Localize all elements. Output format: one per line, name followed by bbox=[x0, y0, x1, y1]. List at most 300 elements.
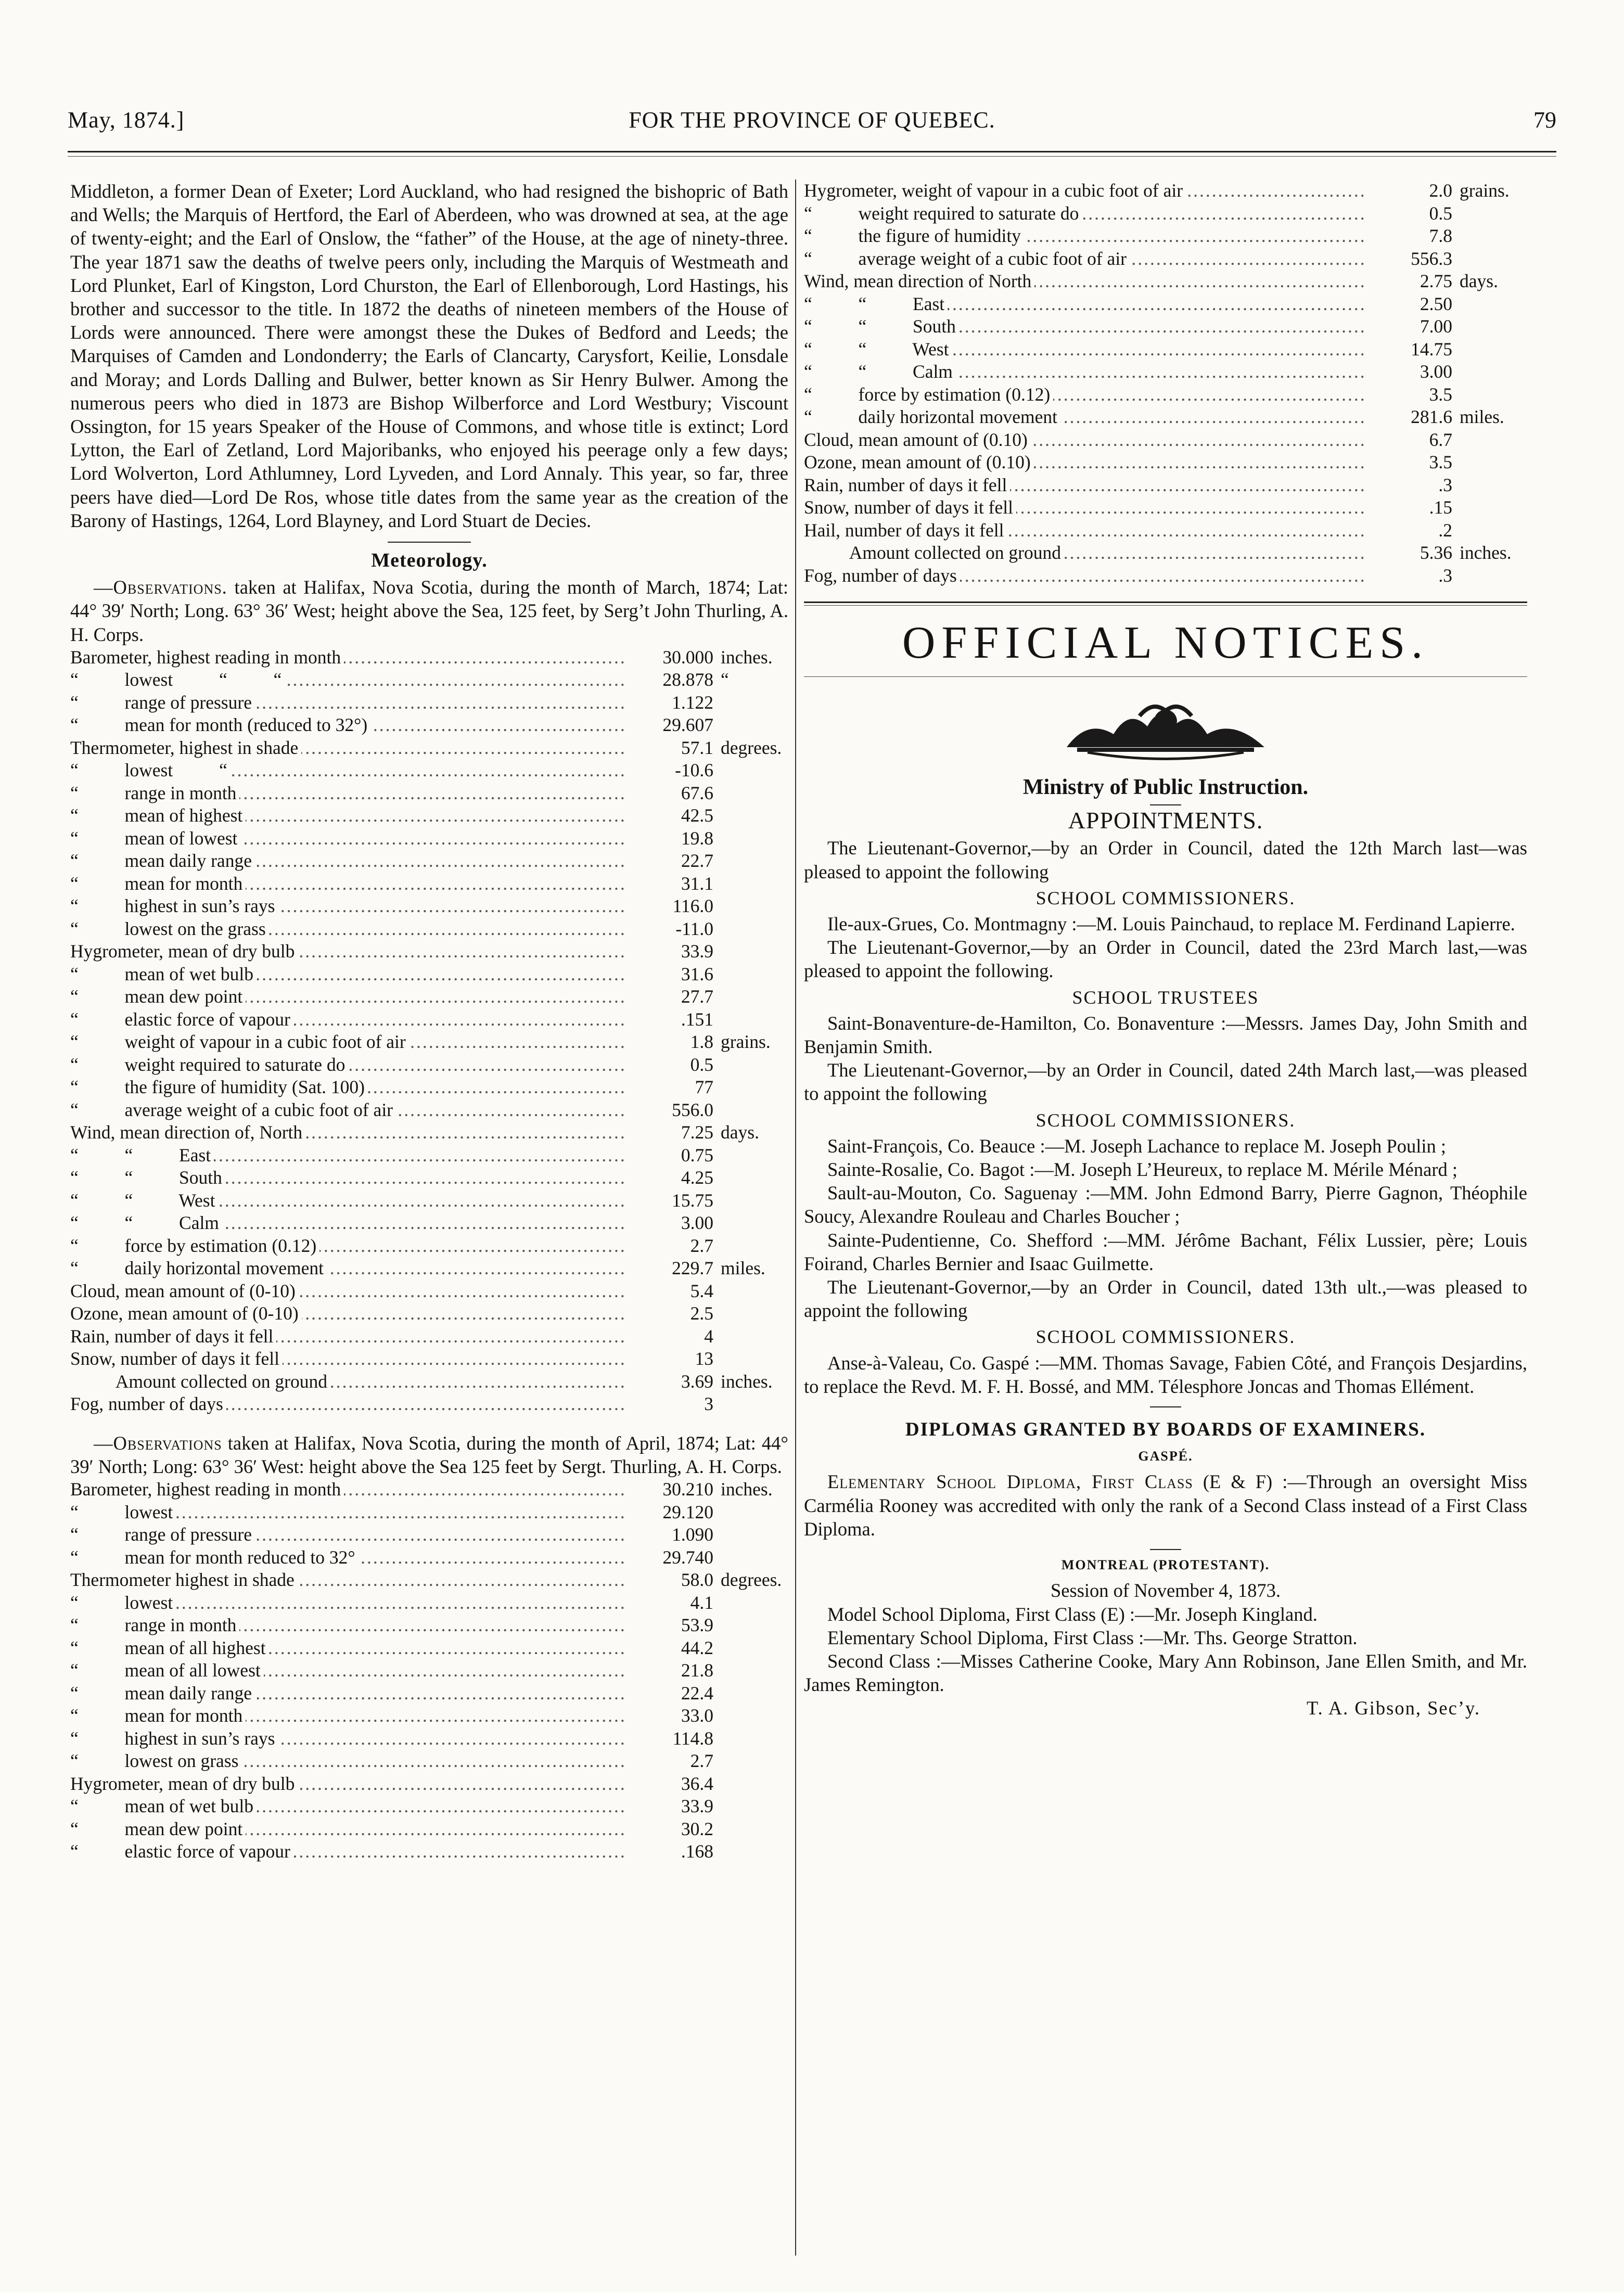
peerage-paragraph: Middleton, a former Dean of Exeter; Lord Auckland, who had resigned the bishopric of Bath and Wells; the Marquis of Hertford, the Earl of Aberdeen, who was drowned at sea, at the age of twenty-eight; and the Earl of Onslow, the “father” of the House, at the age of ninety-three. The year 1871 saw the deaths of twelve peers only, including the Marquis of Westmeath and Lord Plunket, Earl of Kingston, Lord Churston, the Earl of Ellenborough, Lord Hastings, his brother and successor to the title. In 1872 the deaths of nineteen members of the House of Lords were announced. There were amongst these the Dukes of Bedford and Leeds; the Marquises of Camden and Londonderry; the Earls of Clancarty, Carysfort, Keilie, Lonsdale and Moray; and Lords Dalling and Bulwer, better known as Sir Henry Bulwer. Among the numerous peers who died in 1873 are Bishop Wilberforce and Lord Westbury; Viscount Ossington, for 15 years Speaker of the House of Commons, and whose title is extinct; Lord Lytton, the Earl of Zetland, Lord Majoribanks, who enjoyed his peerage only a few days; Lord Wolverton, Lord Athlumney, Lord Lyveden, and Lord Annaly. This year, so far, three peers have died—Lord De Ros, whose title dates from the same year as the creation of the Barony of Hastings, 1264, Lord Blayney, and Lord Stuart de Decies. bbox=[70, 181, 788, 531]
notice-paragraph-13: Model School Diploma, First Class (E) :—Mr. Joseph Kingland. bbox=[827, 1603, 1318, 1625]
observation-unit: inches. bbox=[721, 1371, 773, 1392]
observation-row bbox=[70, 1212, 788, 1235]
notice-paragraph-15: Second Class :—Misses Catherine Cooke, Mary Ann Robinson, Jane Ellen Smith, and Mr. James Remington. bbox=[804, 1650, 1527, 1696]
observation-unit bbox=[713, 1818, 788, 1841]
observation-unit bbox=[713, 873, 788, 895]
observation-row bbox=[804, 406, 1527, 429]
observation-label-cell bbox=[70, 804, 627, 827]
observation-label: “ force by estimation (0.12) bbox=[804, 384, 1053, 405]
observation-unit bbox=[713, 1659, 788, 1682]
observation-label-cell bbox=[70, 873, 627, 895]
observation-label: Hygrometer, weight of vapour in a cubic foot of air bbox=[804, 180, 1186, 201]
observation-label: Ozone, mean amount of (0-10) bbox=[70, 1303, 302, 1324]
observation-row bbox=[70, 985, 788, 1008]
observation-value: 14.75 bbox=[1366, 338, 1452, 361]
observation-row bbox=[804, 225, 1527, 248]
observation-label-cell bbox=[70, 1325, 627, 1348]
observation-label-cell bbox=[70, 1569, 627, 1592]
observation-row bbox=[70, 873, 788, 895]
section-rule bbox=[388, 542, 471, 543]
school-commissioners-heading-1: SCHOOL COMMISSIONERS. bbox=[1035, 887, 1296, 908]
observation-label-cell bbox=[70, 1371, 627, 1393]
observation-label-cell bbox=[70, 1167, 627, 1189]
observation-value: 22.4 bbox=[627, 1682, 713, 1705]
observation-value: .168 bbox=[627, 1840, 713, 1863]
observation-value: 31.6 bbox=[627, 963, 713, 986]
observation-unit bbox=[713, 1325, 788, 1348]
observation-label: “ mean for month bbox=[70, 873, 246, 894]
observation-unit bbox=[713, 1167, 788, 1189]
observation-label-cell bbox=[70, 1478, 627, 1501]
observation-value: 33.9 bbox=[627, 1795, 713, 1818]
observation-label: “ mean of wet bulb bbox=[70, 964, 257, 984]
ministry-heading: Ministry of Public Instruction. bbox=[1022, 775, 1309, 799]
observation-unit bbox=[713, 782, 788, 805]
observation-label-cell bbox=[804, 180, 1366, 202]
observation-row bbox=[70, 1348, 788, 1371]
observation-unit bbox=[713, 1280, 788, 1303]
observation-row bbox=[70, 646, 788, 669]
observation-row bbox=[804, 361, 1527, 383]
observation-value: 5.36 bbox=[1366, 542, 1452, 565]
observation-value: 36.4 bbox=[627, 1773, 713, 1796]
observation-unit bbox=[713, 1235, 788, 1258]
observation-label: “ highest in sun’s rays bbox=[70, 895, 278, 916]
observation-label: “ “ West bbox=[804, 339, 952, 360]
observation-value: 30.2 bbox=[627, 1818, 713, 1841]
observation-label-cell bbox=[804, 248, 1366, 271]
observation-row bbox=[804, 429, 1527, 452]
observation-label: “ the figure of humidity bbox=[804, 225, 1024, 246]
observation-label: “ daily horizontal movement bbox=[804, 406, 1060, 427]
observation-unit bbox=[713, 1099, 788, 1122]
observation-value: 1.090 bbox=[627, 1523, 713, 1546]
observation-label-cell bbox=[70, 1008, 627, 1031]
observation-label: Fog, number of days bbox=[804, 565, 960, 586]
observation-unit bbox=[713, 1144, 788, 1167]
observation-label-cell bbox=[70, 1076, 627, 1099]
observation-row bbox=[70, 1840, 788, 1863]
observation-value: 229.7 bbox=[627, 1257, 713, 1280]
page-number: 79 bbox=[1533, 107, 1556, 133]
observation-row bbox=[804, 202, 1527, 225]
observation-label-cell bbox=[70, 1235, 627, 1258]
observation-value: 4.1 bbox=[627, 1592, 713, 1615]
observation-row bbox=[70, 1773, 788, 1796]
observation-label-cell bbox=[804, 315, 1366, 338]
observation-label: Cloud, mean amount of (0-10) bbox=[70, 1281, 299, 1301]
observation-value: 281.6 bbox=[1366, 406, 1452, 429]
observation-unit bbox=[713, 1076, 788, 1099]
observation-unit bbox=[713, 1637, 788, 1660]
observation-value: 42.5 bbox=[627, 804, 713, 827]
observation-label-cell bbox=[70, 714, 627, 737]
observation-value: 0.75 bbox=[627, 1144, 713, 1167]
observation-unit bbox=[1452, 315, 1527, 338]
observation-row bbox=[70, 850, 788, 873]
observation-unit bbox=[713, 804, 788, 827]
observation-unit: grains. bbox=[721, 1031, 771, 1053]
observation-value: 1.8 bbox=[627, 1031, 713, 1054]
observation-unit bbox=[713, 759, 788, 782]
march-intro-text: taken at Halifax, Nova Scotia, during the month of March, 1874; Lat: 44° 39′ North; Long. 63° 36′ West; height above the Sea, 125 feet, by Serg’t John Thurling, A. H. Corps. bbox=[70, 577, 788, 645]
observation-label: “ range of pressure bbox=[70, 692, 255, 713]
observation-row bbox=[70, 1637, 788, 1660]
observation-value: 0.5 bbox=[1366, 202, 1452, 225]
observation-label-cell bbox=[804, 202, 1366, 225]
observation-row bbox=[70, 1076, 788, 1099]
observation-value: 21.8 bbox=[627, 1659, 713, 1682]
observation-label-cell bbox=[804, 429, 1366, 452]
observation-label-cell bbox=[70, 1592, 627, 1615]
observation-label: “ lowest “ bbox=[70, 760, 231, 780]
observation-unit bbox=[713, 1189, 788, 1212]
observation-unit: inches. bbox=[721, 646, 773, 668]
observation-unit: degrees. bbox=[721, 1569, 782, 1591]
observation-label-cell bbox=[70, 1257, 627, 1280]
observation-value: 1.122 bbox=[627, 692, 713, 714]
observation-row bbox=[804, 474, 1527, 497]
observation-label-cell bbox=[70, 1705, 627, 1727]
observation-label: “ daily horizontal movement bbox=[70, 1258, 327, 1278]
notice-paragraph-14: Elementary School Diploma, First Class :—Mr. Ths. George Stratton. bbox=[827, 1627, 1358, 1648]
observation-unit: miles. bbox=[1460, 406, 1504, 427]
observation-label-cell bbox=[70, 1682, 627, 1705]
observation-row bbox=[70, 692, 788, 714]
observation-label: “ lowest on the grass bbox=[70, 918, 269, 939]
observation-label-cell bbox=[70, 1031, 627, 1054]
observation-label-cell bbox=[804, 451, 1366, 474]
observation-label: “ “ East bbox=[804, 293, 948, 314]
observation-unit: degrees. bbox=[721, 737, 782, 758]
observation-row bbox=[70, 1569, 788, 1592]
header-title: FOR THE PROVINCE OF QUEBEC. bbox=[629, 107, 995, 133]
observation-label: “ “ South bbox=[804, 316, 959, 337]
observation-row bbox=[70, 1235, 788, 1258]
observation-row bbox=[70, 1592, 788, 1615]
appointments-heading: APPOINTMENTS. bbox=[1068, 807, 1263, 834]
observation-unit: grains. bbox=[1460, 180, 1510, 201]
observation-label: Hygrometer, mean of dry bulb bbox=[70, 941, 298, 962]
observation-unit bbox=[1452, 202, 1527, 225]
observation-row bbox=[70, 1325, 788, 1348]
observation-label: “ mean for month (reduced to 32°) bbox=[70, 714, 370, 735]
observation-label: Thermometer, highest in shade bbox=[70, 737, 301, 758]
observation-value: 3.5 bbox=[1366, 451, 1452, 474]
observation-unit bbox=[713, 895, 788, 918]
diploma-text: (E & F) :—Through an oversight Miss Carmélia Rooney was accredited with only the rank of a Second Class instead of a First Class Diploma. bbox=[804, 1471, 1527, 1540]
observation-value: 15.75 bbox=[627, 1189, 713, 1212]
april-intro-text: taken at Halifax, Nova Scotia, during the month of April, 1874; Lat: 44° 39′ North; Long: 63° 36′ West: height above the Sea 125 feet by Sergt. Thurling, A. H. Corps. bbox=[70, 1432, 788, 1478]
observation-label: Wind, mean direction of, North bbox=[70, 1122, 305, 1143]
observation-label: Barometer, highest reading in month bbox=[70, 1479, 344, 1500]
official-rule-under bbox=[804, 676, 1527, 677]
notice-paragraph-9: Sainte-Pudentienne, Co. Shefford :—MM. Jérôme Bachant, Félix Lussier, père; Louis Foirand, Charles Bernier and Isaac Guilmette. bbox=[804, 1229, 1527, 1274]
observation-label-cell bbox=[804, 361, 1366, 383]
observation-unit: days. bbox=[1460, 271, 1498, 291]
observation-unit bbox=[713, 940, 788, 963]
observation-value: .3 bbox=[1366, 474, 1452, 497]
observation-value: 0.5 bbox=[627, 1054, 713, 1077]
observation-label-cell bbox=[70, 1501, 627, 1524]
observation-row bbox=[70, 1546, 788, 1569]
observation-row bbox=[70, 1478, 788, 1501]
observation-unit bbox=[713, 714, 788, 737]
observation-row bbox=[70, 1189, 788, 1212]
observation-label-cell bbox=[70, 1840, 627, 1863]
observation-label: Amount collected on ground bbox=[70, 1371, 330, 1392]
observation-label-cell bbox=[70, 1121, 627, 1144]
observation-row bbox=[70, 804, 788, 827]
observation-value: -11.0 bbox=[627, 918, 713, 941]
observation-label: “ lowest bbox=[70, 1592, 176, 1613]
observation-label-cell bbox=[70, 1795, 627, 1818]
observation-label: Thermometer highest in shade bbox=[70, 1569, 298, 1590]
observation-label: “ mean daily range bbox=[70, 850, 255, 871]
march-observations-table bbox=[70, 646, 788, 1416]
session-line: Session of November 4, 1873. bbox=[1050, 1580, 1281, 1602]
observation-value: 33.0 bbox=[627, 1705, 713, 1727]
notice-paragraph-7: Sainte-Rosalie, Co. Bagot :—M. Joseph L’Heureux, to replace M. Mérile Ménard ; bbox=[827, 1159, 1458, 1181]
observation-label: “ elastic force of vapour bbox=[70, 1841, 293, 1862]
observation-value: 2.50 bbox=[1366, 293, 1452, 316]
observation-label-cell bbox=[804, 474, 1366, 497]
observation-unit bbox=[713, 827, 788, 850]
observation-label: “ mean for month reduced to 32° bbox=[70, 1547, 359, 1568]
observation-value: .151 bbox=[627, 1008, 713, 1031]
observation-label: “ mean of lowest bbox=[70, 828, 240, 849]
observation-unit bbox=[713, 1840, 788, 1863]
observation-row bbox=[70, 895, 788, 918]
observation-unit bbox=[713, 1705, 788, 1727]
observation-value: 2.75 bbox=[1366, 270, 1452, 293]
ornament-emblem-icon bbox=[804, 698, 1527, 760]
observation-row bbox=[70, 1659, 788, 1682]
school-trustees-heading: SCHOOL TRUSTEES bbox=[1072, 987, 1259, 1008]
observation-label: Hail, number of days it fell bbox=[804, 520, 1007, 541]
observation-value: 27.7 bbox=[627, 985, 713, 1008]
observation-unit bbox=[713, 1614, 788, 1637]
observation-label-cell bbox=[804, 496, 1366, 519]
observation-value: 556.3 bbox=[1366, 248, 1452, 271]
observation-label-cell bbox=[70, 1144, 627, 1167]
observation-label-cell bbox=[70, 1212, 627, 1235]
observation-label-cell bbox=[70, 1659, 627, 1682]
observation-value: 2.0 bbox=[1366, 180, 1452, 202]
observation-label: “ elastic force of vapour bbox=[70, 1009, 293, 1030]
observation-label: Barometer, highest reading in month bbox=[70, 647, 344, 668]
april-intro-lead: —Observations bbox=[94, 1432, 222, 1454]
observation-value: 5.4 bbox=[627, 1280, 713, 1303]
observation-row bbox=[70, 1144, 788, 1167]
observation-label: “ mean of wet bulb bbox=[70, 1796, 257, 1816]
observation-value: 58.0 bbox=[627, 1569, 713, 1592]
observation-row bbox=[804, 496, 1527, 519]
observation-label-cell bbox=[70, 1523, 627, 1546]
observation-value: 77 bbox=[627, 1076, 713, 1099]
observation-value: 3.00 bbox=[627, 1212, 713, 1235]
observation-label: Rain, number of days it fell bbox=[804, 475, 1010, 495]
observation-unit bbox=[713, 1302, 788, 1325]
official-notices-title: OFFICIAL NOTICES. bbox=[902, 618, 1429, 668]
observation-unit bbox=[1452, 474, 1527, 497]
observation-value: 6.7 bbox=[1366, 429, 1452, 452]
observation-unit bbox=[713, 692, 788, 714]
observation-unit bbox=[713, 918, 788, 941]
observation-value: 67.6 bbox=[627, 782, 713, 805]
diplomas-rule bbox=[1150, 1406, 1181, 1407]
observation-label: Ozone, mean amount of (0.10) bbox=[804, 452, 1034, 472]
observation-label-cell bbox=[70, 1280, 627, 1303]
observation-value: 31.1 bbox=[627, 873, 713, 895]
march-observations-intro bbox=[70, 575, 788, 646]
diplomas-heading: DIPLOMAS GRANTED BY BOARDS OF EXAMINERS. bbox=[905, 1419, 1426, 1441]
observation-value: 4 bbox=[627, 1325, 713, 1348]
observation-value: 29.740 bbox=[627, 1546, 713, 1569]
observation-label: “ mean for month bbox=[70, 1705, 246, 1726]
observation-row bbox=[804, 565, 1527, 587]
observation-label-cell bbox=[70, 985, 627, 1008]
official-rule-top bbox=[804, 601, 1527, 603]
notice-paragraph-10: The Lieutenant-Governor,—by an Order in Council, dated 13th ult.,—was pleased to appoint the following bbox=[804, 1276, 1527, 1322]
header-rule-thin bbox=[68, 156, 1556, 157]
observation-value: 13 bbox=[627, 1348, 713, 1371]
observation-label: Hygrometer, mean of dry bulb bbox=[70, 1773, 298, 1794]
observation-label-cell bbox=[70, 782, 627, 805]
observation-label: Fog, number of days bbox=[70, 1393, 226, 1414]
observation-value: 7.00 bbox=[1366, 315, 1452, 338]
observation-label: “ average weight of a cubic foot of air bbox=[70, 1099, 396, 1120]
school-commissioners-heading-3: SCHOOL COMMISSIONERS. bbox=[1035, 1326, 1296, 1348]
observation-row bbox=[70, 1727, 788, 1750]
observation-row bbox=[804, 270, 1527, 293]
diploma-lead: Elementary School Diploma, First Class bbox=[827, 1471, 1193, 1493]
observation-label-cell bbox=[70, 669, 627, 692]
observation-label-cell bbox=[70, 1818, 627, 1841]
observation-label-cell bbox=[70, 646, 627, 669]
observation-unit bbox=[1452, 429, 1527, 452]
observation-unit bbox=[1452, 293, 1527, 316]
observation-value: 33.9 bbox=[627, 940, 713, 963]
notice-paragraph-4: Saint-Bonaventure-de-Hamilton, Co. Bonaventure :—Messrs. James Day, John Smith and Benjamin Smith. bbox=[804, 1012, 1527, 1058]
observation-row bbox=[70, 782, 788, 805]
observation-label: “ mean dew point bbox=[70, 1819, 246, 1839]
observation-unit bbox=[1452, 519, 1527, 542]
meteorology-heading: Meteorology. bbox=[371, 549, 488, 572]
observation-unit bbox=[713, 1523, 788, 1546]
observation-value: 53.9 bbox=[627, 1614, 713, 1637]
observation-value: 29.607 bbox=[627, 714, 713, 737]
observation-row bbox=[804, 293, 1527, 316]
observation-value: 28.878 bbox=[627, 669, 713, 692]
observation-unit bbox=[713, 985, 788, 1008]
observation-unit: inches. bbox=[1460, 542, 1512, 563]
observation-value: 4.25 bbox=[627, 1167, 713, 1189]
observation-label-cell bbox=[70, 1054, 627, 1077]
observation-row bbox=[804, 519, 1527, 542]
observation-label-cell bbox=[70, 737, 627, 760]
april-observations-table-continued bbox=[804, 180, 1527, 587]
observation-row bbox=[70, 827, 788, 850]
observation-value: 3 bbox=[627, 1393, 713, 1416]
montreal-heading: MONTREAL (PROTESTANT). bbox=[1061, 1557, 1270, 1573]
observation-label: Rain, number of days it fell bbox=[70, 1326, 276, 1347]
notice-paragraph-5: The Lieutenant-Governor,—by an Order in Council, dated 24th March last,—was pleased to appoint the following bbox=[804, 1059, 1527, 1105]
observation-unit bbox=[713, 1212, 788, 1235]
montreal-rule bbox=[1150, 1549, 1181, 1550]
observation-label: “ range of pressure bbox=[70, 1524, 255, 1545]
observation-label-cell bbox=[70, 1727, 627, 1750]
observation-unit bbox=[713, 1773, 788, 1796]
observation-label: “ mean dew point bbox=[70, 986, 246, 1007]
observation-unit bbox=[1452, 496, 1527, 519]
observation-label-cell bbox=[70, 1302, 627, 1325]
observation-value: 7.25 bbox=[627, 1121, 713, 1144]
april-observations-table bbox=[70, 1478, 788, 1863]
observation-value: 29.120 bbox=[627, 1501, 713, 1524]
observation-value: .3 bbox=[1366, 565, 1452, 587]
observation-label-cell bbox=[70, 850, 627, 873]
observation-label: “ weight of vapour in a cubic foot of air bbox=[70, 1031, 409, 1052]
observation-label-cell bbox=[70, 1614, 627, 1637]
observation-unit: miles. bbox=[721, 1258, 765, 1279]
observation-unit bbox=[713, 1393, 788, 1416]
observation-label: “ “ Calm bbox=[70, 1212, 222, 1233]
observation-value: -10.6 bbox=[627, 759, 713, 782]
april-observations-intro bbox=[70, 1431, 788, 1478]
observation-unit: inches. bbox=[721, 1479, 773, 1500]
observation-row bbox=[804, 248, 1527, 271]
observation-row bbox=[70, 1523, 788, 1546]
observation-row bbox=[70, 737, 788, 760]
observation-label-cell bbox=[70, 1348, 627, 1371]
observation-value: .2 bbox=[1366, 519, 1452, 542]
observation-label: “ mean of highest bbox=[70, 805, 246, 826]
observation-label-cell bbox=[804, 338, 1366, 361]
observation-row bbox=[70, 759, 788, 782]
observation-value: 30.000 bbox=[627, 646, 713, 669]
observation-row bbox=[70, 1705, 788, 1727]
observation-unit: “ bbox=[721, 669, 729, 690]
header-date: May, 1874.] bbox=[68, 107, 185, 133]
observation-label-cell bbox=[70, 1637, 627, 1660]
observation-unit bbox=[713, 1795, 788, 1818]
signature: T. A. Gibson, Sec’y. bbox=[1307, 1697, 1480, 1719]
observation-label-cell bbox=[804, 565, 1366, 587]
observation-label: “ force by estimation (0.12) bbox=[70, 1235, 319, 1256]
observation-row bbox=[804, 383, 1527, 406]
observation-row bbox=[70, 1750, 788, 1773]
observation-row bbox=[70, 1302, 788, 1325]
notice-paragraph-2: Ile-aux-Grues, Co. Montmagny :—M. Louis Painchaud, to replace M. Ferdinand Lapierre. bbox=[827, 913, 1515, 935]
observation-value: 3.69 bbox=[627, 1371, 713, 1393]
observation-row bbox=[70, 1371, 788, 1393]
observation-row bbox=[70, 1008, 788, 1031]
observation-label: Snow, number of days it fell bbox=[70, 1348, 283, 1369]
observation-unit bbox=[1452, 248, 1527, 271]
observation-label-cell bbox=[804, 519, 1366, 542]
observation-unit bbox=[1452, 451, 1527, 474]
observation-value: 3.5 bbox=[1366, 383, 1452, 406]
march-intro-lead: —Observations. bbox=[94, 577, 227, 598]
observation-label: “ weight required to saturate do bbox=[70, 1054, 348, 1075]
observation-label: “ range in month bbox=[70, 1615, 239, 1635]
observation-label-cell bbox=[70, 963, 627, 986]
observation-row bbox=[70, 1614, 788, 1637]
observation-label: “ weight required to saturate do bbox=[804, 203, 1082, 224]
right-column bbox=[804, 180, 1527, 1720]
observation-label: “ the figure of humidity (Sat. 100) bbox=[70, 1077, 368, 1097]
